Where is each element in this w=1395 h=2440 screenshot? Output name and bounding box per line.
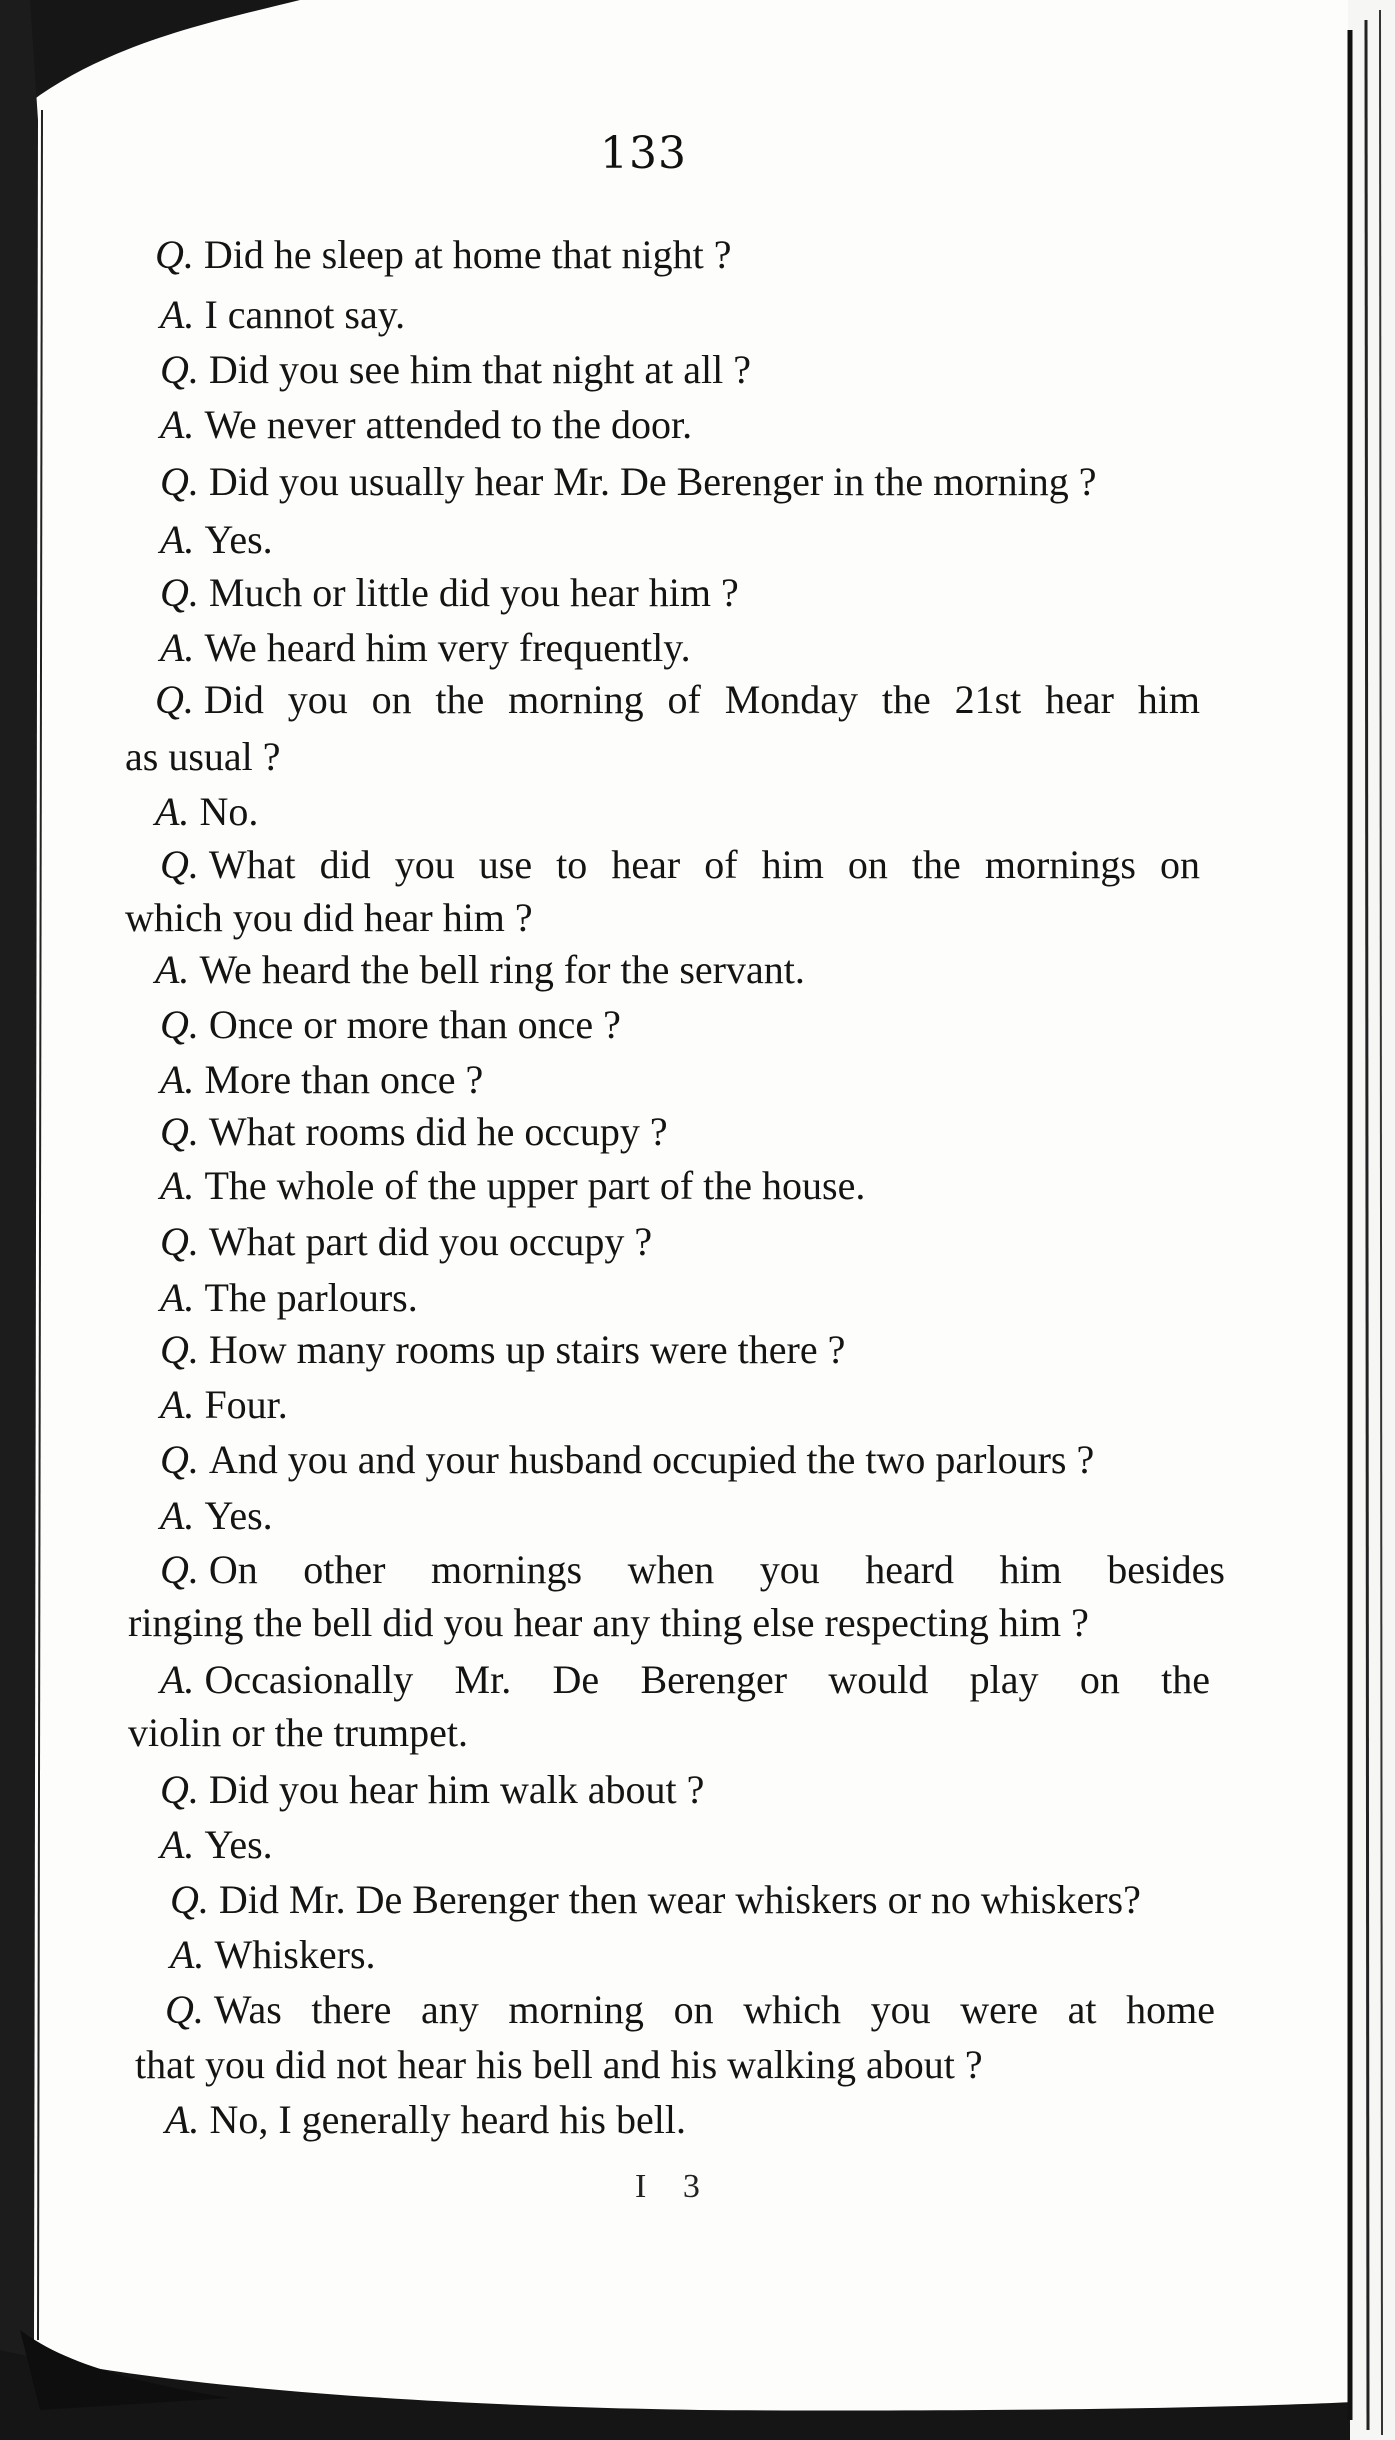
line-text: We heard him very frequently. (204, 625, 691, 670)
answer-marker: A. (155, 789, 190, 834)
line-text: On other mornings when you heard him besides (208, 1547, 1225, 1592)
transcript-line (160, 625, 691, 670)
question-marker: Q. (160, 1109, 199, 1154)
transcript-line (160, 1767, 705, 1812)
answer-marker: A. (160, 402, 195, 447)
question-marker: Q. (160, 1002, 199, 1047)
answer-marker: A. (160, 625, 195, 670)
line-text: Whiskers. (214, 1932, 376, 1977)
transcript-line (128, 1600, 1089, 1645)
answer-marker: A. (160, 1382, 195, 1427)
line-text: Yes. (204, 517, 273, 562)
question-marker: Q. (160, 1327, 199, 1372)
question-marker: Q. (170, 1877, 209, 1922)
transcript-line (170, 1877, 1141, 1922)
transcript-line (160, 1382, 288, 1427)
line-text: What rooms did he occupy ? (208, 1109, 668, 1154)
left-edge-shadow (0, 0, 38, 2440)
line-text: We heard the bell ring for the servant. (199, 947, 805, 992)
transcript-line (155, 677, 1200, 722)
transcript-line (160, 1493, 273, 1538)
answer-marker: A. (165, 2097, 200, 2142)
answer-marker: A. (160, 1057, 195, 1102)
answer-marker: A. (160, 1163, 195, 1208)
transcript-line (125, 734, 281, 779)
question-marker: Q. (165, 1987, 204, 2032)
line-text: Yes. (204, 1822, 273, 1867)
transcript-line (155, 947, 805, 992)
answer-marker: A. (160, 517, 195, 562)
line-text: What did you use to hear of him on the mornings on (208, 842, 1200, 887)
transcript-line (160, 292, 406, 337)
line-text: that you did not hear his bell and his walking about ? (135, 2042, 983, 2087)
transcript-line (155, 232, 732, 277)
right-edge-line-2 (1366, 20, 1368, 2430)
line-text: Was there any morning on which you were at home (213, 1987, 1215, 2032)
transcript-line (160, 1219, 653, 1264)
question-marker: Q. (160, 1437, 199, 1482)
transcript-line (160, 570, 739, 615)
question-marker: Q. (160, 570, 199, 615)
line-text: Yes. (204, 1493, 273, 1538)
question-marker: Q. (155, 677, 194, 722)
answer-marker: A. (170, 1932, 205, 1977)
transcript-line (160, 347, 751, 392)
line-text: Did you usually hear Mr. De Berenger in the morning ? (208, 459, 1097, 504)
line-text: Did you on the morning of Monday the 21st hear him (203, 677, 1200, 722)
transcript-line (135, 2042, 983, 2087)
answer-marker: A. (160, 1822, 195, 1867)
line-text: Four. (204, 1382, 288, 1427)
right-edge-strip (1348, 0, 1395, 2440)
line-text: Did he sleep at home that night ? (203, 232, 732, 277)
line-text: which you did hear him ? (125, 895, 533, 940)
line-text: No, I generally heard his bell. (209, 2097, 686, 2142)
transcript-line (165, 2097, 686, 2142)
transcript-line (160, 1657, 1210, 1702)
line-text: The parlours. (204, 1275, 418, 1320)
bottom-left-curl (20, 2330, 230, 2410)
transcript-line (170, 1932, 376, 1977)
line-text: Once or more than once ? (208, 1002, 621, 1047)
transcript-line (125, 895, 533, 940)
transcript-line (160, 1163, 866, 1208)
line-text: as usual ? (125, 734, 281, 779)
line-text: We never attended to the door. (204, 402, 693, 447)
transcript-line (160, 1547, 1225, 1592)
transcript-line (160, 1275, 418, 1320)
transcript-line (160, 1327, 846, 1372)
question-marker: Q. (160, 1219, 199, 1264)
question-marker: Q. (160, 1767, 199, 1812)
question-marker: Q. (160, 347, 199, 392)
line-text: What part did you occupy ? (208, 1219, 653, 1264)
transcript-line (160, 1437, 1095, 1482)
line-text: Did you see him that night at all ? (208, 347, 751, 392)
answer-marker: A. (160, 292, 195, 337)
answer-marker: A. (160, 1657, 195, 1702)
answer-marker: A. (160, 1275, 195, 1320)
line-text: More than once ? (204, 1057, 484, 1102)
transcript-line (160, 1002, 621, 1047)
transcript-line (165, 1987, 1215, 2032)
answer-marker: A. (155, 947, 190, 992)
transcript-line (160, 517, 273, 562)
transcript-line (160, 1822, 273, 1867)
question-marker: Q. (160, 1547, 199, 1592)
line-text: No. (199, 789, 259, 834)
line-text: Did you hear him walk about ? (208, 1767, 705, 1812)
transcript-line (160, 842, 1200, 887)
left-inner-line (38, 110, 42, 2340)
printer-signature-mark: I 3 (635, 2168, 714, 2205)
top-left-curl (0, 0, 300, 120)
page-number: 133 (600, 128, 687, 179)
line-text: ringing the bell did you hear any thing else respecting him ? (128, 1600, 1089, 1645)
transcript-line (155, 789, 259, 834)
line-text: How many rooms up stairs were there ? (208, 1327, 846, 1372)
transcript-line (160, 1057, 484, 1102)
transcript-line (160, 402, 693, 447)
question-marker: Q. (155, 232, 194, 277)
question-marker: Q. (160, 842, 199, 887)
line-text: Did Mr. De Berenger then wear whiskers or no whiskers? (218, 1877, 1141, 1922)
transcript-line (160, 459, 1097, 504)
answer-marker: A. (160, 1493, 195, 1538)
question-marker: Q. (160, 459, 199, 504)
transcript-line (128, 1710, 468, 1755)
line-text: Occasionally Mr. De Berenger would play on the (204, 1657, 1210, 1702)
transcript-line (160, 1109, 668, 1154)
line-text: Much or little did you hear him ? (208, 570, 739, 615)
line-text: violin or the trumpet. (128, 1710, 468, 1755)
line-text: And you and your husband occupied the two parlours ? (208, 1437, 1095, 1482)
line-text: The whole of the upper part of the house. (204, 1163, 866, 1208)
line-text: I cannot say. (204, 292, 406, 337)
